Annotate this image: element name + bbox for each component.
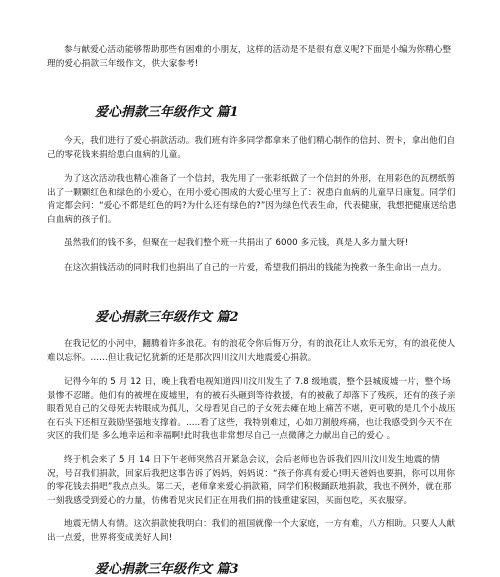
section-1-paragraph: 今天，我们进行了爱心捐款活动。我们班有许多同学都拿来了他们精心制作的信封、贺卡，拿出他们自己的零花钱来捐给患白血病的儿童。 — [47, 136, 456, 160]
section-1-paragraph: 为了这次活动我也精心准备了一个信封，我先用了一张彩纸做了一个信封的外形，在用彩色的瓦楞纸剪出了一颗颗红色和绿色的小爱心，在用小爱心围成的大爱心里写上了：祝患白血病的儿童早日康复。同学们肯定都会问：“爱心不都是红色的吗?为什么还有绿色的?”因为绿色代表生命，代表健康，我想把健康送给患白血病的孩子们。 — [47, 174, 457, 225]
section-1-paragraph: 虽然我们的钱不多，但聚在一起我们整个班一共捐出了 6000 多元钱，真是人多力量大呀! — [64, 238, 409, 248]
section-2-title: 爱心捐款三年级作文 篇2 — [95, 310, 239, 325]
section-1-paragraph: 在这次捐钱活动的同时我们也捐出了自己的一片爱，希望我们捐出的钱能为挽救一条生命出一点力。 — [64, 263, 447, 273]
section-2-paragraph: 终于机会来了 5 月 14 日下午老师突然召开紧急会议，会后老师也告诉我们四川汶川发生地震的情况，号召我们捐款，回家后我把这事告诉了妈妈，妈妈说：“孩子你真有爱心!明天爸妈也要捐，你可以用你的零花钱去捐吧”我点点头。第二天，老师拿来爱心捐款箱，同学们积极踊跃地捐款，我也不例外，就在那一刻我感受到爱心的力量，仿佛看见灾民们正在用我们捐的钱重建家园，买面包吃，买衣服穿。 — [47, 455, 456, 506]
section-1-title: 爱心捐款三年级作文 篇1 — [95, 105, 239, 120]
section-2-paragraph: 地震无情人有情。这次捐款使我明白：我们的祖国就像一个大家庭，一方有难，八方相助。只要人人献出一点爱，世界将变成美好人间! — [47, 519, 456, 543]
intro-paragraph: 参与献爱心活动能够帮助那些有困难的小朋友，这样的活动是不是很有意义呢?下面是小编为你精心整理的爱心捐款三年级作文，供大家参考! — [47, 45, 452, 69]
section-3-title: 爱心捐款三年级作文 篇3 — [95, 562, 239, 577]
section-2-paragraph: 记得今年的 5 月 12 日，晚上我看电视知道四川汶川发生了 7.8 级地震，整个县城废墟一片，整个场景惨不忍睹。他们有的被埋在废墟里，有的被石头砸到等待救援，有的被截了却落下了残疾，还有的孩子亲眼看见自己的父母死去转眼成为孤儿，父母看见自己的子女死去瘫在地上痛苦不堪，更可敬的是几个小战压在石头下还相互鼓励坚强地支撑着。.....看了这些，我特别难过，心如刀割般疼痛，也让我感受到今天不在灾区的我们是 多么地幸运和幸福啊!此时我也非常想尽自己一点微薄之力献出自己的爱心 。 — [47, 377, 456, 441]
section-2-paragraph: 在我记忆的小河中，翻腾着许多浪花。有的浪花令你后悔万分，有的浪花让人欢乐无穷，有的浪花使人难以忘怀。……但让我记忆犹新的还是那次四川汶川大地震爱心捐款。 — [47, 339, 456, 363]
